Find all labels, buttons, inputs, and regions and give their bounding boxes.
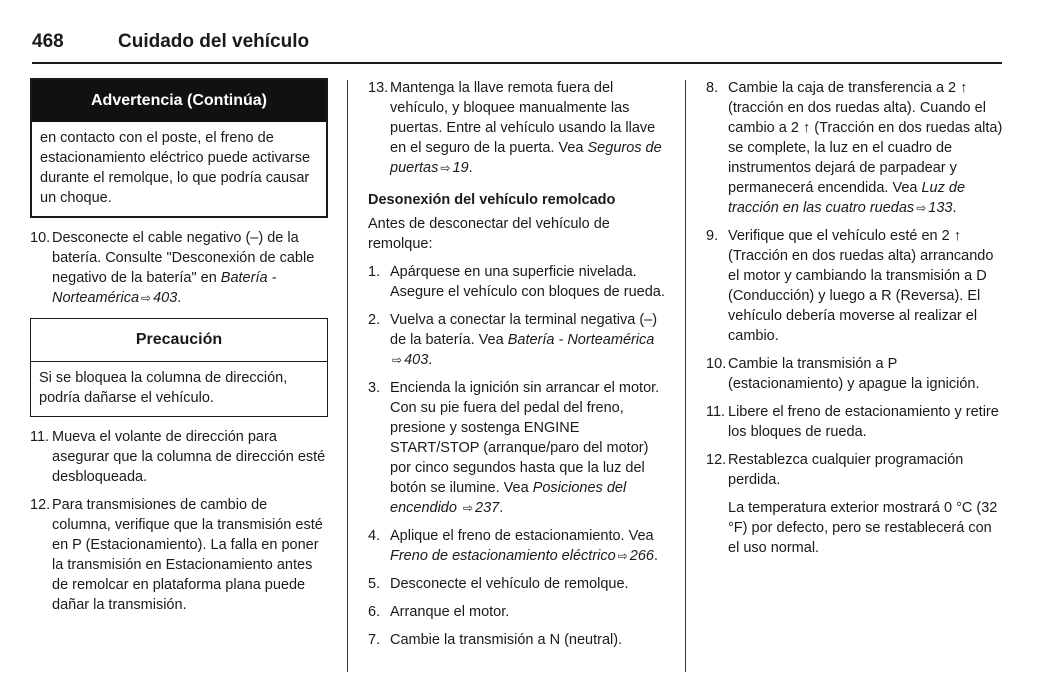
step-text <box>390 78 666 178</box>
section-heading: Desonexión del vehículo remolcado <box>368 192 616 208</box>
page-reference-arrow-icon: ⇨ <box>141 291 152 305</box>
step-body: Encienda la ignición sin arrancar el motor. Con su pie fuera del pedal del freno, presione y sostenga ENGINE START/STOP (arranque/paro del motor) por cinco segundos hasta que la luz del botón se ilumine. Vea <box>390 380 660 496</box>
step-number: 10. <box>706 356 727 372</box>
step-body: Verifique que el vehículo esté en 2 <box>728 228 950 244</box>
step-number: 7. <box>368 632 381 648</box>
caution-title: Precaución <box>31 319 327 362</box>
step-text: Para transmisiones de cambio de columna, verifique que la transmisión esté en P (Estacionamiento). La falla en poner la transmisión en Estacionamiento antes de remolcar en plataforma plana puede dañar la transmisión. <box>52 497 323 613</box>
column-divider <box>685 80 686 672</box>
step-2 <box>368 310 666 370</box>
step-number: 2. <box>368 312 381 328</box>
column-right <box>706 78 1004 558</box>
step-body: Vuelva a conectar la terminal negativa (–) de la batería. Vea <box>390 312 658 348</box>
section-intro: Antes de desconectar del vehículo de remolque: <box>368 216 610 252</box>
page-reference-arrow-icon: ⇨ <box>440 161 451 175</box>
step-number: 1. <box>368 264 381 280</box>
step-text: Apárquese en una superficie nivelada. Asegure el vehículo con bloques de rueda. <box>390 264 665 300</box>
step-9 <box>706 226 1004 346</box>
step-text: Mueva el volante de dirección para asegurar que la columna de dirección esté desbloqueada. <box>52 429 326 485</box>
caution-box <box>30 318 328 417</box>
step-11 <box>706 402 1004 442</box>
reference-page-number[interactable]: 19 <box>452 160 469 176</box>
cross-reference-link[interactable]: Posiciones del encendido <box>390 480 627 516</box>
step-text <box>390 526 666 566</box>
step-number: 8. <box>706 80 719 96</box>
step-12 <box>706 450 1004 490</box>
two-wheel-high-icon: ↑ <box>802 120 811 136</box>
step-text <box>728 226 1004 346</box>
page-reference-arrow-icon: ⇨ <box>617 549 628 563</box>
step-body: (Tracción en dos ruedas alta) arrancando el motor y cambiando la transmisión a D (Conducción) y luego a R (Reversa). El vehículo debería moverse al realizar el cambio. <box>728 248 994 344</box>
page-reference-arrow-icon: ⇨ <box>392 353 403 367</box>
column-left <box>30 78 328 623</box>
chapter-title: Cuidado del vehículo <box>118 31 310 52</box>
step-12 <box>30 495 328 615</box>
cross-reference-link[interactable]: Batería - Norteamérica <box>52 270 277 306</box>
step-text <box>728 78 1004 218</box>
step-8 <box>706 78 1004 218</box>
column-divider <box>347 80 348 672</box>
page-reference-arrow-icon: ⇨ <box>462 501 474 515</box>
cross-reference-link[interactable]: Luz de tracción en las cuatro ruedas <box>728 180 966 216</box>
step-number: 4. <box>368 528 381 544</box>
temperature-note: La temperatura exterior mostrará 0 °C (32 °F) por defecto, pero se restablecerá con el uso normal. <box>728 500 998 556</box>
step-number: 3. <box>368 380 381 396</box>
step-body: Mantenga la llave remota fuera del vehículo, y bloquee manualmente las puertas. Entre al vehículo usando la llave en el seguro de la puerta. Vea <box>390 80 656 156</box>
step-number: 13. <box>368 80 389 96</box>
warning-box <box>30 78 328 218</box>
warning-title: Advertencia (Continúa) <box>32 80 326 122</box>
step-13 <box>368 78 666 178</box>
page-reference-arrow-icon: ⇨ <box>916 201 927 215</box>
punctuation: . <box>428 352 433 368</box>
page-number: 468 <box>32 31 64 52</box>
step-10 <box>706 354 1004 394</box>
punctuation: . <box>177 290 182 306</box>
step-text <box>390 310 666 370</box>
step-4 <box>368 526 666 566</box>
step-body: (Tracción en dos ruedas alta) se complete, la luz en el cuadro de instrumentos dejará de parpadear y permanecerá encendida. Vea <box>728 120 1003 196</box>
step-number: 12. <box>30 497 51 513</box>
step-number: 11. <box>706 404 726 420</box>
step-text: Restablezca cualquier programación perdida. <box>728 452 964 488</box>
step-text: Libere el freno de estacionamiento y retire los bloques de rueda. <box>728 404 999 440</box>
step-text: Desconecte el vehículo de remolque. <box>390 576 629 592</box>
reference-page-number[interactable]: 403 <box>404 352 429 368</box>
step-text <box>52 228 328 308</box>
step-text: Cambie la transmisión a P (estacionamiento) y apague la ignición. <box>728 356 980 392</box>
step-body: Desconecte el cable negativo (–) de la batería. Consulte "Desconexión de cable negativo de la batería" en <box>52 230 315 286</box>
step-5 <box>368 574 666 594</box>
step-10 <box>30 228 328 308</box>
punctuation: . <box>952 200 957 216</box>
step-text: Cambie la transmisión a N (neutral). <box>390 632 623 648</box>
step-3 <box>368 378 666 518</box>
two-wheel-high-icon: ↑ <box>953 228 961 244</box>
punctuation: . <box>653 548 658 564</box>
step-6 <box>368 602 666 622</box>
step-body: Cambie la caja de transferencia a 2 <box>728 80 957 96</box>
two-wheel-high-icon: ↑ <box>960 80 968 96</box>
step-body: (tracción en dos ruedas alta). Cuando el cambio a 2 <box>728 100 986 136</box>
step-number: 10. <box>30 230 51 246</box>
column-middle <box>368 78 666 658</box>
step-1 <box>368 262 666 302</box>
page-header <box>32 28 1002 64</box>
reference-page-number[interactable]: 266 <box>629 548 654 564</box>
caution-text: Si se bloquea la columna de dirección, podría dañarse el vehículo. <box>39 370 288 406</box>
step-7 <box>368 630 666 650</box>
reference-page-number[interactable]: 133 <box>928 200 953 216</box>
step-text <box>390 378 666 518</box>
step-body: Aplique el freno de estacionamiento. Vea <box>390 528 654 544</box>
step-number: 9. <box>706 228 719 244</box>
step-text: Arranque el motor. <box>390 604 510 620</box>
step-11 <box>30 427 328 487</box>
cross-reference-link[interactable]: Batería - Norteamérica <box>507 332 655 348</box>
punctuation: . <box>468 160 473 176</box>
cross-reference-link[interactable]: Seguros de puertas <box>390 140 662 176</box>
reference-page-number[interactable]: 403 <box>153 290 178 306</box>
cross-reference-link[interactable]: Freno de estacionamiento eléctrico <box>390 548 616 564</box>
step-number: 12. <box>706 452 727 468</box>
punctuation: . <box>499 500 504 516</box>
step-number: 11. <box>30 429 50 445</box>
step-number: 5. <box>368 576 381 592</box>
reference-page-number[interactable]: 237 <box>475 500 500 516</box>
header-rule <box>32 62 1002 64</box>
warning-text: en contacto con el poste, el freno de estacionamiento eléctrico puede activarse durante el remolque, lo que podría causar un choque. <box>40 130 311 206</box>
step-number: 6. <box>368 604 381 620</box>
